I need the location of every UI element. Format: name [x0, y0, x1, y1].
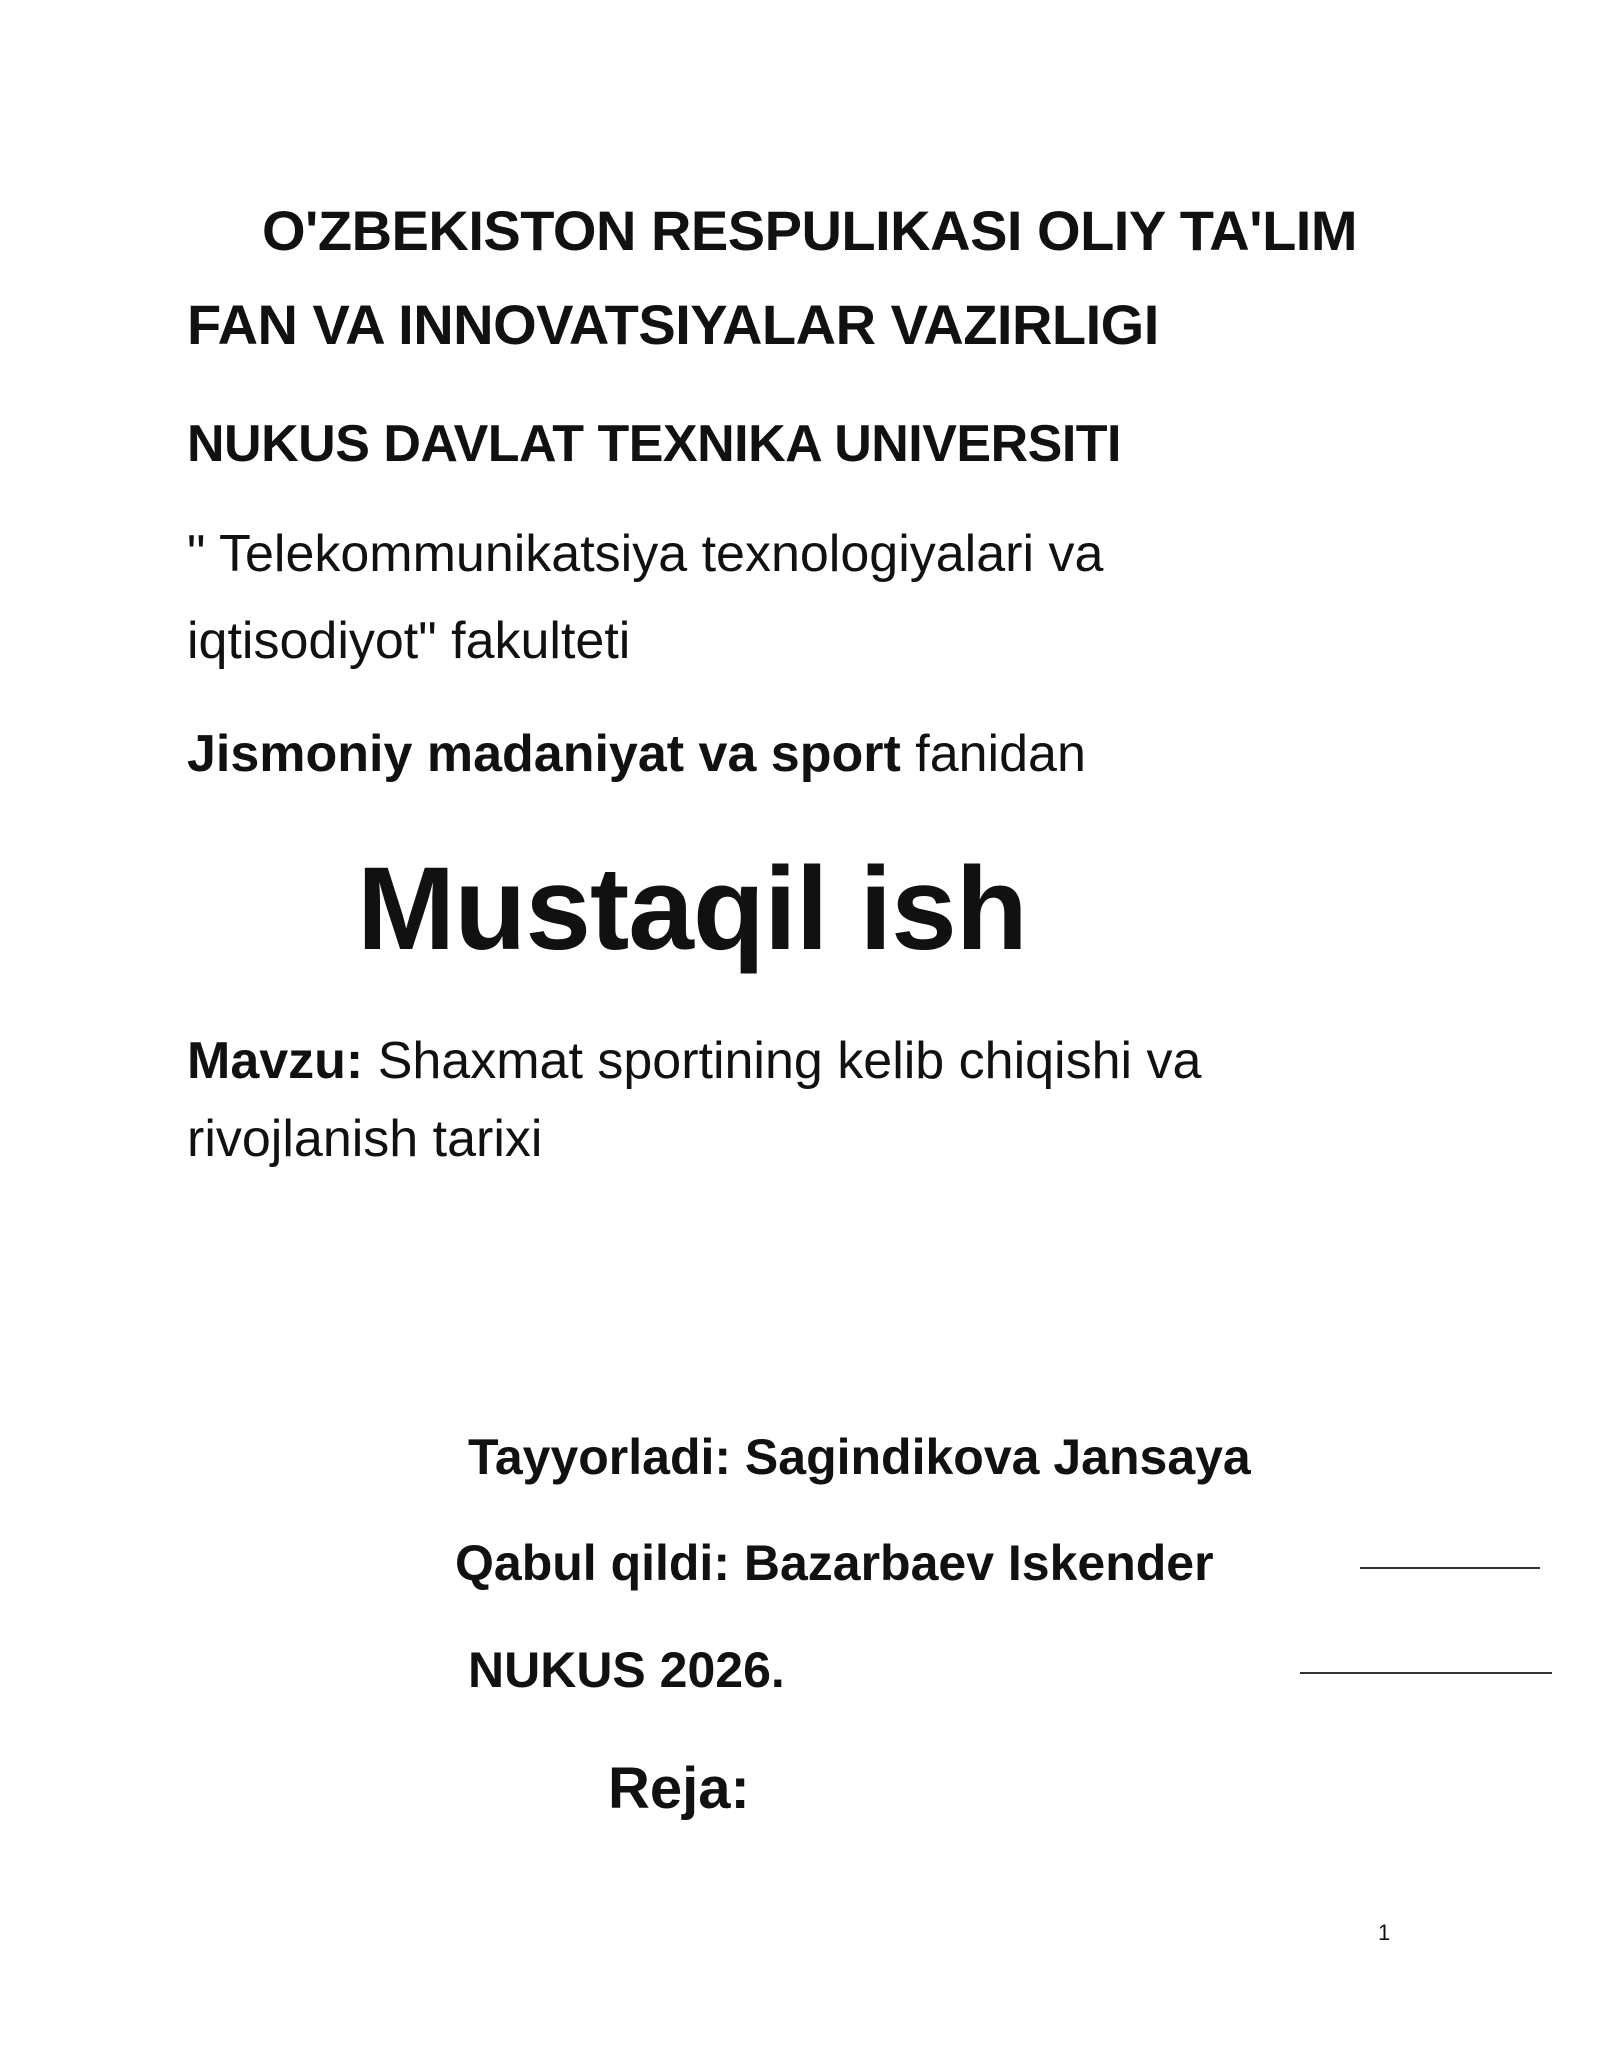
faculty-line-2: iqtisodiyot" fakulteti [187, 612, 631, 670]
subject-line [187, 725, 1086, 783]
topic-label: Mavzu: [187, 1032, 364, 1090]
faculty-line-1: " Telekommunikatsiya texnologiyalari va [187, 525, 1104, 583]
document-title: Mustaqil ish [357, 843, 1027, 975]
topic-line-1 [187, 1032, 1202, 1090]
accepted-by: Qabul qildi: Bazarbaev Iskender [455, 1535, 1214, 1591]
prepared-by: Tayyorladi: Sagindikova Jansaya [468, 1429, 1251, 1485]
plan-heading: Reja: [608, 1756, 750, 1821]
signature-line-1 [1360, 1567, 1540, 1569]
subject-suffix: fanidan [900, 725, 1086, 783]
topic-text-1: Shaxmat sportining kelib chiqishi va [363, 1032, 1202, 1090]
ministry-line-2: FAN VA INNOVATSIYALAR VAZIRLIGI [187, 293, 1159, 356]
page-number: 1 [1378, 1920, 1391, 1945]
university-name: NUKUS DAVLAT TEXNIKA UNIVERSITI [187, 415, 1122, 473]
subject-name: Jismoniy madaniyat va sport [187, 725, 901, 783]
ministry-line-1: O'ZBEKISTON RESPULIKASI OLIY TA'LIM [262, 199, 1357, 262]
topic-line-2: rivojlanish tarixi [187, 1110, 543, 1168]
signature-line-2 [1300, 1672, 1552, 1674]
city-year: NUKUS 2026. [468, 1642, 785, 1698]
